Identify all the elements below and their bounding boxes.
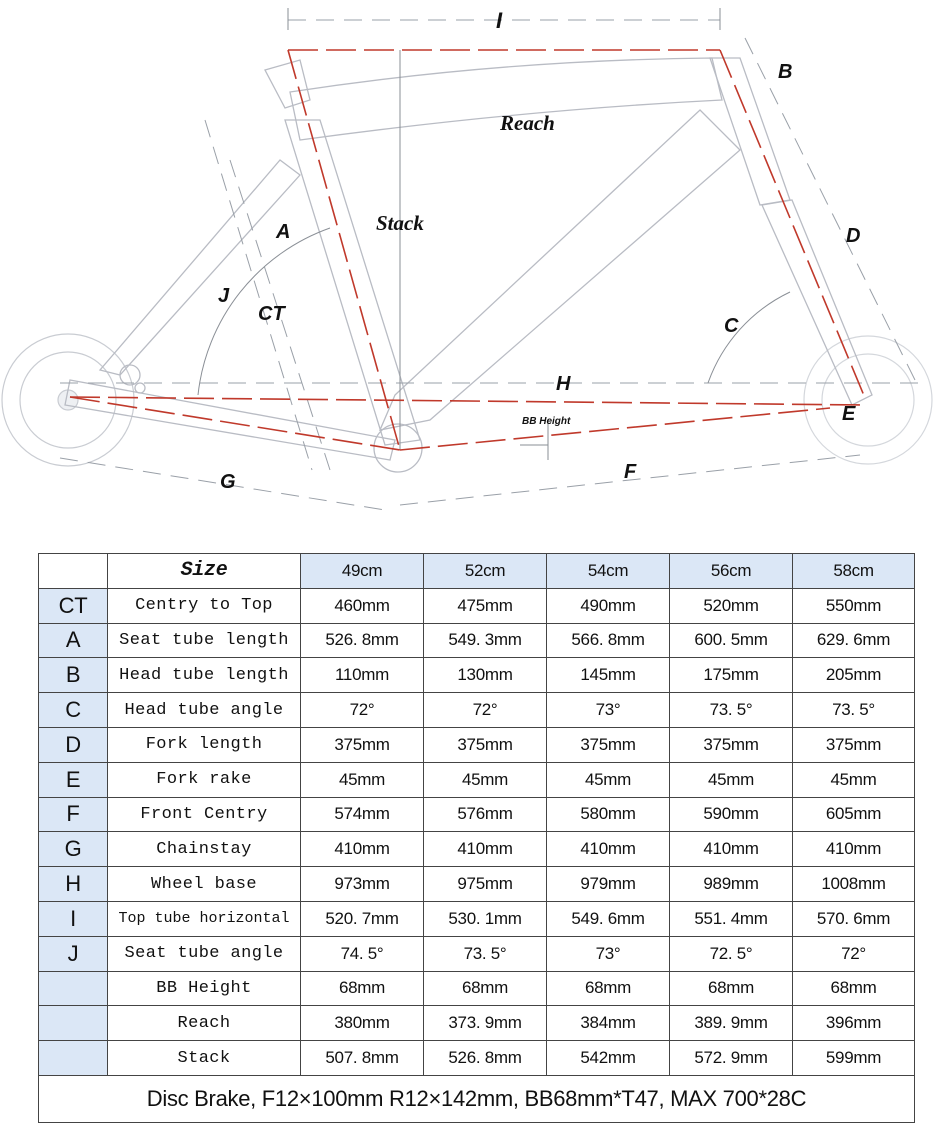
table-body xyxy=(39,554,915,1076)
size-header-cell: 58cm xyxy=(793,554,915,589)
value-cell: 975mm xyxy=(424,867,547,902)
value-cell: 507. 8mm xyxy=(301,1041,424,1076)
value-cell: 73. 5° xyxy=(424,936,547,971)
dimension-code-cell xyxy=(39,1006,108,1041)
table-row xyxy=(39,727,915,762)
value-cell: 549. 6mm xyxy=(547,901,670,936)
value-cell: 600. 5mm xyxy=(670,623,793,658)
value-cell: 580mm xyxy=(547,797,670,832)
table-row xyxy=(39,623,915,658)
label-G: G xyxy=(220,471,236,493)
label-C: C xyxy=(724,315,739,337)
value-cell: 375mm xyxy=(670,727,793,762)
dimension-name-cell: Wheel base xyxy=(108,867,301,902)
dimension-name-cell: BB Height xyxy=(108,971,301,1006)
dimension-code-cell: I xyxy=(39,901,108,936)
construction-lines xyxy=(60,20,920,510)
label-I: I xyxy=(496,8,503,33)
value-cell: 389. 9mm xyxy=(670,1006,793,1041)
value-cell: 68mm xyxy=(424,971,547,1006)
value-cell: 45mm xyxy=(547,762,670,797)
value-cell: 68mm xyxy=(547,971,670,1006)
value-cell: 68mm xyxy=(670,971,793,1006)
dimension-code-cell xyxy=(39,1041,108,1076)
value-cell: 542mm xyxy=(547,1041,670,1076)
value-cell: 45mm xyxy=(301,762,424,797)
label-F: F xyxy=(624,461,637,483)
dimension-name-cell: Fork rake xyxy=(108,762,301,797)
value-cell: 375mm xyxy=(424,727,547,762)
value-cell: 979mm xyxy=(547,867,670,902)
dimension-name-cell: Top tube horizontal xyxy=(108,901,301,936)
dimension-code-cell: J xyxy=(39,936,108,971)
table-row xyxy=(39,762,915,797)
value-cell: 410mm xyxy=(547,832,670,867)
value-cell: 973mm xyxy=(301,867,424,902)
label-H: H xyxy=(556,373,571,395)
value-cell: 572. 9mm xyxy=(670,1041,793,1076)
label-B: B xyxy=(778,61,793,83)
dimension-code-cell: F xyxy=(39,797,108,832)
value-cell: 526. 8mm xyxy=(424,1041,547,1076)
value-cell: 475mm xyxy=(424,588,547,623)
table-row xyxy=(39,936,915,971)
value-cell: 68mm xyxy=(301,971,424,1006)
table-row xyxy=(39,1006,915,1041)
table-header-row xyxy=(39,554,915,589)
dimension-name-cell: Head tube length xyxy=(108,658,301,693)
dimension-name-cell: Reach xyxy=(108,1006,301,1041)
dimension-code-cell: E xyxy=(39,762,108,797)
label-D: D xyxy=(846,225,861,247)
dimension-code-cell: D xyxy=(39,727,108,762)
label-E: E xyxy=(842,403,856,425)
value-cell: 45mm xyxy=(793,762,915,797)
value-cell: 570. 6mm xyxy=(793,901,915,936)
value-cell: 175mm xyxy=(670,658,793,693)
table-row xyxy=(39,1041,915,1076)
dimension-name-cell: Centry to Top xyxy=(108,588,301,623)
value-cell: 72. 5° xyxy=(670,936,793,971)
dimension-name-cell: Front Centry xyxy=(108,797,301,832)
frame-outline xyxy=(65,58,872,472)
value-cell: 375mm xyxy=(301,727,424,762)
value-cell: 73. 5° xyxy=(670,693,793,728)
value-cell: 410mm xyxy=(424,832,547,867)
table-row xyxy=(39,901,915,936)
value-cell: 375mm xyxy=(793,727,915,762)
value-cell: 145mm xyxy=(547,658,670,693)
size-header-cell: 54cm xyxy=(547,554,670,589)
value-cell: 73° xyxy=(547,936,670,971)
dimension-code-cell: A xyxy=(39,623,108,658)
value-cell: 375mm xyxy=(547,727,670,762)
dimension-code-cell: CT xyxy=(39,588,108,623)
value-cell: 629. 6mm xyxy=(793,623,915,658)
value-cell: 45mm xyxy=(424,762,547,797)
dimension-code-cell: B xyxy=(39,658,108,693)
value-cell: 72° xyxy=(301,693,424,728)
label-A: A xyxy=(276,221,291,243)
dimension-name-cell: Head tube angle xyxy=(108,693,301,728)
value-cell: 526. 8mm xyxy=(301,623,424,658)
value-cell: 380mm xyxy=(301,1006,424,1041)
geometry-table xyxy=(38,553,915,1123)
header-blank-cell xyxy=(39,554,108,589)
value-cell: 410mm xyxy=(670,832,793,867)
value-cell: 73. 5° xyxy=(793,693,915,728)
size-header-cell: 52cm xyxy=(424,554,547,589)
value-cell: 205mm xyxy=(793,658,915,693)
value-cell: 530. 1mm xyxy=(424,901,547,936)
table-row xyxy=(39,588,915,623)
value-cell: 410mm xyxy=(793,832,915,867)
table-footer-row xyxy=(39,1075,915,1122)
spec-footer-note: Disc Brake, F12×100mm R12×142mm, BB68mm*T47, MAX 700*28C xyxy=(39,1075,915,1122)
value-cell: 373. 9mm xyxy=(424,1006,547,1041)
table-row xyxy=(39,971,915,1006)
size-header: Size xyxy=(108,554,301,589)
label-bb-height: BB Height xyxy=(522,416,571,427)
dimension-code-cell: C xyxy=(39,693,108,728)
dimension-name-cell: Fork length xyxy=(108,727,301,762)
front-wheel xyxy=(804,336,932,464)
value-cell: 460mm xyxy=(301,588,424,623)
table-row xyxy=(39,658,915,693)
value-cell: 72° xyxy=(424,693,547,728)
size-header-cell: 56cm xyxy=(670,554,793,589)
table-row xyxy=(39,797,915,832)
value-cell: 1008mm xyxy=(793,867,915,902)
dimension-code-cell: G xyxy=(39,832,108,867)
value-cell: 45mm xyxy=(670,762,793,797)
value-cell: 68mm xyxy=(793,971,915,1006)
value-cell: 384mm xyxy=(547,1006,670,1041)
size-header-cell: 49cm xyxy=(301,554,424,589)
dimension-name-cell: Seat tube angle xyxy=(108,936,301,971)
label-J: J xyxy=(218,285,230,307)
value-cell: 410mm xyxy=(301,832,424,867)
value-cell: 599mm xyxy=(793,1041,915,1076)
dimension-code-cell: H xyxy=(39,867,108,902)
value-cell: 520. 7mm xyxy=(301,901,424,936)
table-row xyxy=(39,867,915,902)
value-cell: 74. 5° xyxy=(301,936,424,971)
value-cell: 396mm xyxy=(793,1006,915,1041)
value-cell: 549. 3mm xyxy=(424,623,547,658)
value-cell: 989mm xyxy=(670,867,793,902)
value-cell: 576mm xyxy=(424,797,547,832)
label-CT: CT xyxy=(258,303,285,325)
dimension-name-cell: Stack xyxy=(108,1041,301,1076)
table-row xyxy=(39,832,915,867)
value-cell: 72° xyxy=(793,936,915,971)
frame-geometry-diagram xyxy=(0,0,935,530)
dimension-name-cell: Seat tube length xyxy=(108,623,301,658)
dimension-name-cell: Chainstay xyxy=(108,832,301,867)
value-cell: 566. 8mm xyxy=(547,623,670,658)
value-cell: 550mm xyxy=(793,588,915,623)
table-row xyxy=(39,693,915,728)
geometry-red-lines xyxy=(70,50,865,450)
value-cell: 574mm xyxy=(301,797,424,832)
value-cell: 520mm xyxy=(670,588,793,623)
value-cell: 110mm xyxy=(301,658,424,693)
value-cell: 551. 4mm xyxy=(670,901,793,936)
value-cell: 490mm xyxy=(547,588,670,623)
value-cell: 590mm xyxy=(670,797,793,832)
value-cell: 130mm xyxy=(424,658,547,693)
value-cell: 73° xyxy=(547,693,670,728)
value-cell: 605mm xyxy=(793,797,915,832)
dimension-code-cell xyxy=(39,971,108,1006)
label-reach: Reach xyxy=(500,111,555,135)
label-stack: Stack xyxy=(376,211,424,235)
